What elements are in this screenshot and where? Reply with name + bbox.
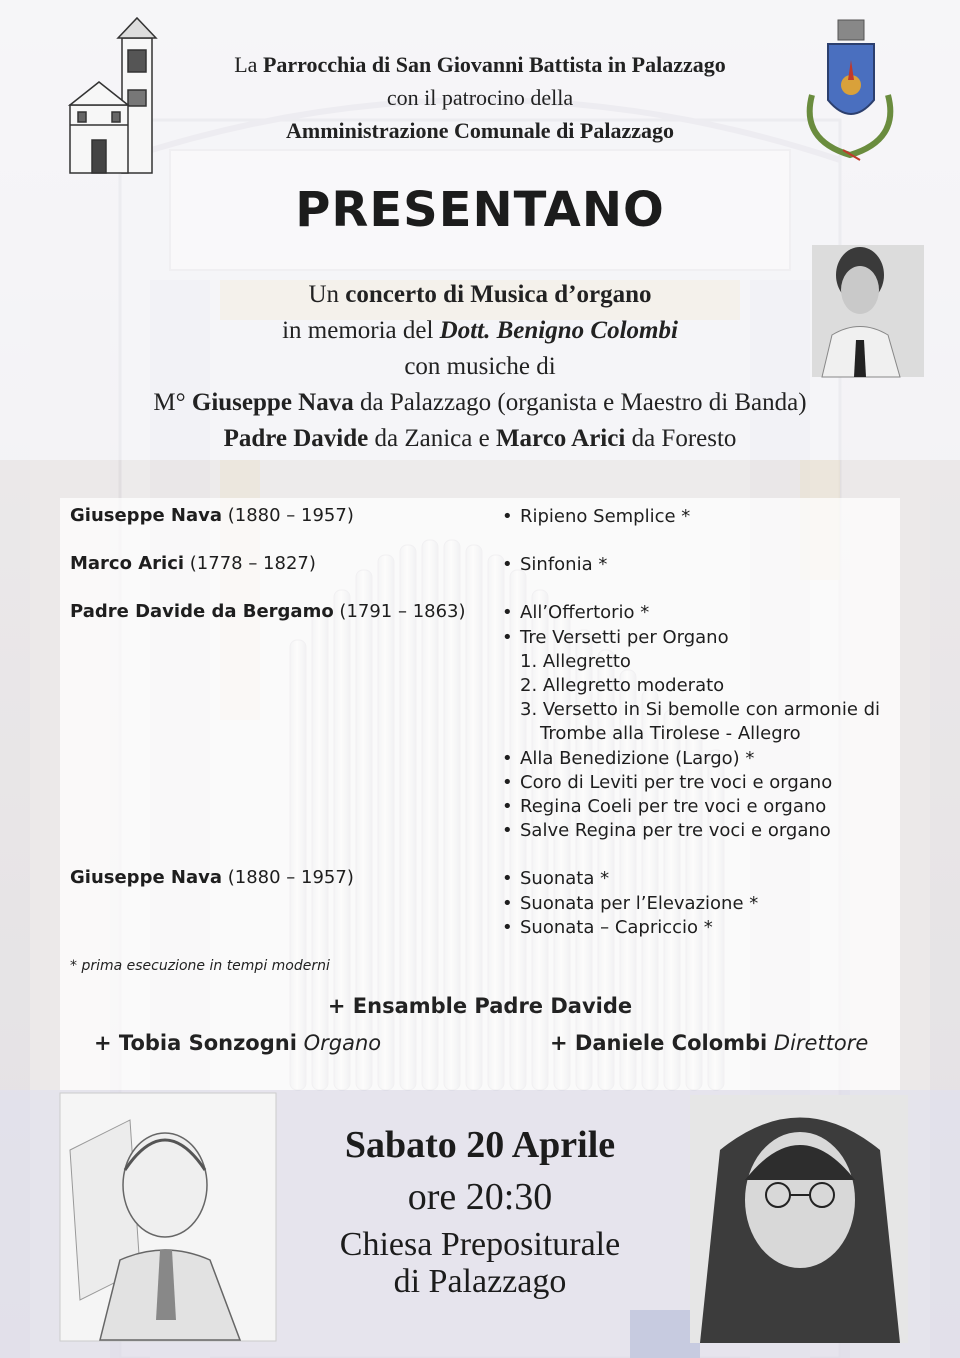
program-piece: • Alla Benedizione (Largo) * xyxy=(500,747,900,771)
program-composer xyxy=(70,601,500,843)
performer-name: + Tobia Sonzogni xyxy=(94,1031,297,1055)
performer-director xyxy=(550,1031,868,1055)
organizer-header xyxy=(170,48,790,147)
intro-text: M° xyxy=(153,389,192,416)
composer-name: Giuseppe Nava xyxy=(70,505,223,526)
event-time: ore 20:30 xyxy=(407,1176,553,1218)
composer-years: (1880 – 1957) xyxy=(222,867,354,889)
program-row xyxy=(70,505,900,529)
program-row xyxy=(70,601,900,843)
program-piece: • Suonata per l’Elevazione * xyxy=(500,892,900,916)
program-piece: • Sinfonia * xyxy=(500,553,900,577)
intro-composer-arici: Marco Arici xyxy=(495,425,626,452)
premiere-note: * prima esecuzione in tempi moderni xyxy=(70,958,330,974)
program-piece: • Regina Coeli per tre voci e organo xyxy=(500,795,900,819)
program-composer xyxy=(70,505,500,529)
ensemble-name: + Ensamble Padre Davide xyxy=(327,994,633,1018)
program-row xyxy=(70,553,900,577)
intro-composer-davide: Padre Davide xyxy=(223,425,369,452)
composer-name: Giuseppe Nava xyxy=(70,867,223,889)
intro-line-1 xyxy=(60,277,900,313)
intro-text: da Zanica e xyxy=(368,425,496,452)
event-details xyxy=(280,1126,680,1299)
program-piece: • All’Offertorio * xyxy=(500,601,900,625)
event-date: Sabato 20 Aprile xyxy=(344,1124,616,1166)
organizer-line-1 xyxy=(170,48,790,81)
intro-text: in memoria del xyxy=(282,317,440,344)
program-pieces xyxy=(500,553,900,577)
event-venue-town: di Palazzago xyxy=(393,1263,567,1300)
composer-name: Marco Arici xyxy=(70,553,185,575)
program-piece: • Salve Regina per tre voci e organo xyxy=(500,819,900,843)
portrait-giuseppe-nava xyxy=(60,1093,276,1341)
portrait-padre-davide xyxy=(690,1095,908,1343)
composer-years: (1880 – 1957) xyxy=(222,505,354,526)
concert-program xyxy=(70,505,900,940)
program-composer xyxy=(70,867,500,940)
program-piece: • Ripieno Semplice * xyxy=(500,505,900,529)
performer-name: + Daniele Colombi xyxy=(550,1031,768,1055)
concert-intro xyxy=(60,277,900,457)
intro-line-5 xyxy=(60,421,900,457)
intro-memorial-name: Dott. Benigno Colombi xyxy=(439,317,678,344)
program-piece: • Suonata – Capriccio * xyxy=(500,916,900,940)
intro-text: da Foresto xyxy=(625,425,737,452)
event-venue: Chiesa Prepositurale xyxy=(339,1226,621,1263)
program-pieces xyxy=(500,867,900,940)
program-subitem: 1. Allegretto xyxy=(520,650,631,672)
intro-line-2 xyxy=(60,313,900,349)
composer-name: Padre Davide da Bergamo xyxy=(70,601,334,623)
intro-text: Un xyxy=(308,281,346,308)
organizer-prefix: La xyxy=(234,52,263,77)
program-row xyxy=(70,867,900,940)
page-title: PRESENTANO xyxy=(295,182,665,238)
organizer-parish: Parrocchia di San Giovanni Battista in Palazzago xyxy=(262,52,726,77)
composer-years: (1778 – 1827) xyxy=(184,553,316,575)
program-pieces xyxy=(500,505,900,529)
organizer-line-3: Amministrazione Comunale di Palazzago xyxy=(285,118,675,143)
performer-role: Organo xyxy=(296,1031,382,1055)
program-subitem: 2. Allegretto moderato xyxy=(520,675,725,697)
performer-organist xyxy=(94,1031,381,1055)
program-pieces xyxy=(500,601,900,843)
intro-concert-title: concerto di Musica d’organo xyxy=(345,281,652,308)
intro-line-3: con musiche di xyxy=(404,353,556,380)
intro-composer-nava: Giuseppe Nava xyxy=(191,389,354,416)
program-composer xyxy=(70,553,500,577)
composer-years: (1791 – 1863) xyxy=(333,601,466,623)
program-piece: • Suonata * xyxy=(500,867,900,891)
program-subitem: 3. Versetto in Si bemolle con armonie di Trombe alla Tirolese - Allegro xyxy=(520,699,881,745)
performer-role: Direttore xyxy=(767,1031,869,1055)
organizer-line-2: con il patrocino della xyxy=(386,85,574,110)
program-piece: • Tre Versetti per Organo xyxy=(500,626,900,650)
intro-text: da Palazzago (organista e Maestro di Banda) xyxy=(353,389,807,416)
program-piece: • Coro di Leviti per tre voci e organo xyxy=(500,771,900,795)
intro-line-4 xyxy=(60,385,900,421)
